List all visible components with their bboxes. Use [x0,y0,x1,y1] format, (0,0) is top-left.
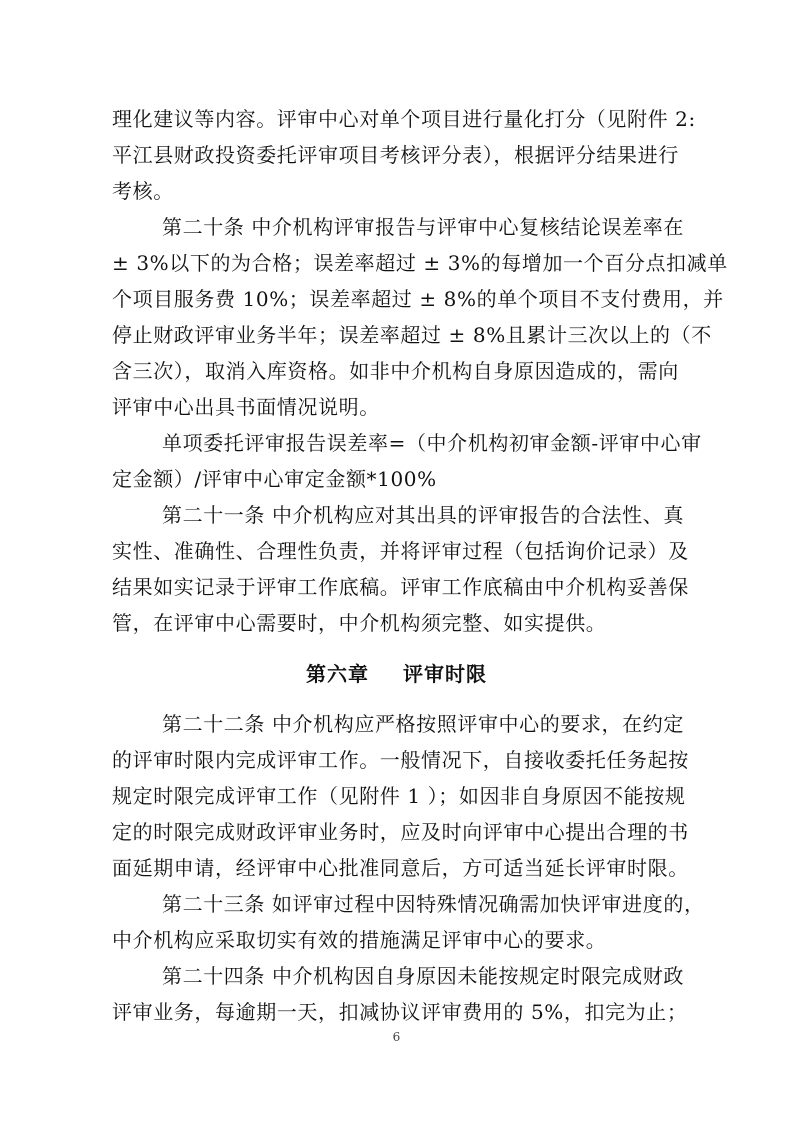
article-24-heading-line: 第二十四条 中介机构因自身原因未能按规定时限完成财政 [162,964,684,988]
formula-line: 定金额）/评审中心审定金额*100% [112,467,437,491]
chapter-number: 第六章 [306,662,369,686]
article-21-heading-line: 第二十一条 中介机构应对其出具的评审报告的合法性、真 [162,503,684,527]
text-line: 的评审时限内完成评审工作。一般情况下，自接收委托任务起按 [112,748,689,772]
text-line: 评审中心出具书面情况说明。 [112,395,380,419]
text-line: 实性、准确性、合理性负责，并将评审过程（包括询价记录）及 [112,539,689,563]
chapter-heading [0,660,793,688]
page-number: 6 [392,1030,401,1044]
text-line: 理化建议等内容。评审中心对单个项目进行量化打分（见附件 2: [112,107,696,131]
formula-line: 单项委托评审报告误差率=（中介机构初审金额-评审中心审 [162,431,702,455]
text-line: 含三次），取消入库资格。如非中介机构自身原因造成的，需向 [112,359,679,383]
text-line: 平江县财政投资委托评审项目考核评分表），根据评分结果进行 [112,143,679,167]
text-line: 停止财政评审业务半年；误差率超过 ± 8%且累计三次以上的（不 [112,323,712,347]
article-20-heading-line: 第二十条 中介机构评审报告与评审中心复核结论误差率在 [162,215,684,239]
text-line: 管，在评审中心需要时，中介机构须完整、如实提供。 [112,611,607,635]
text-line: 规定时限完成评审工作（见附件 1 ）；如因非自身原因不能按规 [112,784,686,808]
text-line: 面延期申请，经评审中心批准同意后，方可适当延长评审时限。 [112,856,689,880]
text-line: 定的时限完成财政评审业务时，应及时向评审中心提出合理的书 [112,820,689,844]
chapter-title: 评审时限 [403,662,487,686]
text-line: 评审业务，每逾期一天，扣减协议评审费用的 5%，扣完为止； [112,1000,688,1024]
text-line: 结果如实记录于评审工作底稿。评审工作底稿由中介机构妥善保 [112,575,689,599]
article-22-heading-line: 第二十二条 中介机构应严格按照评审中心的要求，在约定 [162,712,684,736]
text-line: ± 3%以下的为合格；误差率超过 ± 3%的每增加一个百分点扣减单 [112,251,728,275]
article-23-heading-line: 第二十三条 如评审过程中因特殊情况确需加快评审进度的， [162,892,705,916]
text-line: 中介机构应采取切实有效的措施满足评审中心的要求。 [112,928,607,952]
text-line: 考核。 [112,179,174,203]
text-line: 个项目服务费 10%；误差率超过 ± 8%的单个项目不支付费用，并 [112,287,724,311]
